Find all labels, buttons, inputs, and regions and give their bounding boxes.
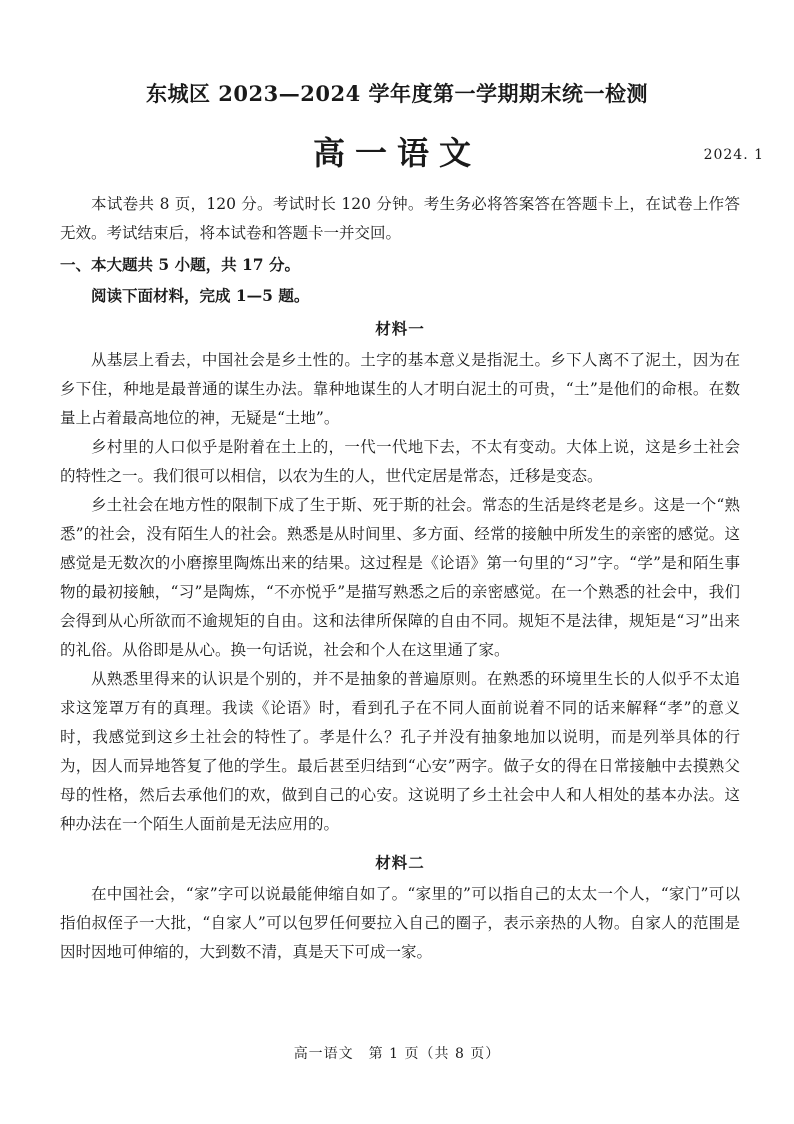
passage-paragraph: 乡村里的人口似乎是附着在土上的，一代一代地下去，不太有变动。大体上说，这是乡土社会的特性之一。我们很可以相信，以农为生的人，世代定居是常态，迁移是变态。 (60, 438, 740, 485)
material-2-title: 材料二 (375, 853, 425, 872)
passage-paragraph: 从熟悉里得来的认识是个别的，并不是抽象的普遍原则。在熟悉的环境里生长的人似乎不太追求这笼罩万有的真理。我读《论语》时，看到孔子在不同人面前说着不同的话来解释“孝”的意义时，我感觉到这乡土社会的特性了。孝是什么？孔子并没有抽象地加以说明，而是列举具体的行为，因人而异地答复了他的学生。最后甚至归结到“心安”两字。做子女的得在日常接触中去摸熟父母的性格，然后去承他们的欢，做到自己的心安。这说明了乡土社会中人和人相处的基本办法。这种办法在一个陌生人面前是无法应用的。 (60, 670, 740, 833)
passage-paragraph: 从基层上看去，中国社会是乡土性的。土字的基本意义是指泥土。乡下人离不了泥土，因为在乡下住，种地是最普通的谋生办法。靠种地谋生的人才明白泥土的可贵，“土”是他们的命根。在数量上占着最高地位的神，无疑是“土地”。 (60, 351, 740, 427)
material-1-title: 材料一 (375, 319, 425, 338)
passage-paragraph: 在中国社会，“家”字可以说最能伸缩自如了。“家里的”可以指自己的太太一个人，“家门”可以指伯叔侄子一大批，“自家人”可以包罗任何要拉入自己的圈子，表示亲热的人物。自家人的范围是因时因地可伸缩的，大到数不清，真是天下可成一家。 (60, 885, 740, 961)
page-footer: 高一语文 第 1 页（共 8 页） (293, 1046, 501, 1062)
section-heading: 一、本大题共 5 小题，共 17 分。 (60, 255, 300, 274)
exam-date: 2024. 1 (703, 147, 764, 163)
passage-paragraph: 乡土社会在地方性的限制下成了生于斯、死于斯的社会。常态的生活是终老是乡。这是一个“熟悉”的社会，没有陌生人的社会。熟悉是从时间里、多方面、经常的接触中所发生的亲密的感觉。这感觉是无数次的小磨擦里陶炼出来的结果。这过程是《论语》第一句里的“习”字。“学”是和陌生事物的最初接触，“习”是陶炼，“不亦悦乎”是描写熟悉之后的亲密感觉。在一个熟悉的社会中，我们会得到从心所欲而不逾规矩的自由。这和法律所保障的自由不同。规矩不是法律，规矩是“习”出来的礼俗。从俗即是从心。换一句话说，社会和个人在这里通了家。 (60, 496, 740, 659)
task-instruction: 阅读下面材料，完成 1—5 题。 (91, 286, 310, 305)
exam-title: 东城区 2023—2024 学年度第一学期期末统一检测 (145, 81, 648, 106)
material-1-passage (60, 346, 740, 839)
exam-body (60, 190, 740, 967)
subject-title: 高一语文 (312, 134, 481, 172)
material-2-passage (60, 880, 740, 967)
instructions: 本试卷共 8 页，120 分。考试时长 120 分钟。考生务必将答案答在答题卡上，在试卷上作答无效。考试结束后，将本试卷和答题卡一并交回。 (60, 195, 740, 242)
